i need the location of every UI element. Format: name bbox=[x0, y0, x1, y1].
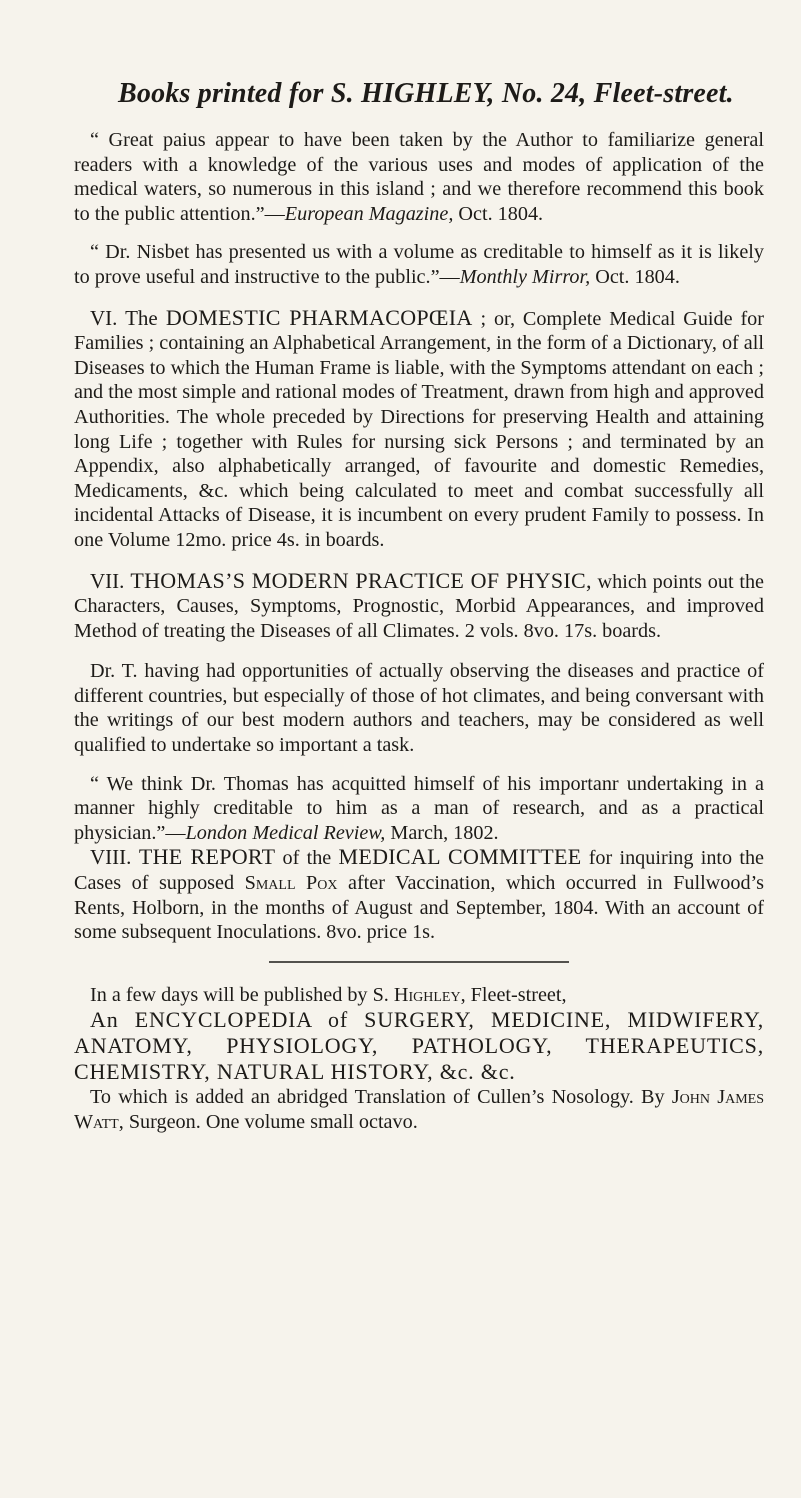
entry-number: VIII. bbox=[90, 845, 139, 870]
announcement-title: An ENCYCLOPEDIA of SURGERY, MEDICINE, MIDWIFERY, ANATOMY, PHYSIOLOGY, PATHOLOGY, THERAPEUTICS, CHEMISTRY, NATURAL HISTORY, &c. &c. bbox=[74, 1007, 764, 1085]
entry-small-caps: Small Pox bbox=[244, 872, 338, 895]
entry-description: ; or, Complete Medical Guide for Families ; containing an Alphabetical Arrangement, in the form of a Dictionary, of all Diseases to which the Human Frame is liable, with the Symptoms attendant on each ; and the most simple and rational modes of Treatment, drawn from high and approved Authorities. The whole preceded by Directions for preserving Health and attaining long Life ; together with Rules for nursing sick Persons ; and terminated by an Appendix, also alphabetically arranged, of favourite and domestic Remedies, Medicaments, &c. which being calculated to meet and combat successfully all incidental Attacks of Disease, it is incumbent on every prudent Family to possess. In one Volume 12mo. price 4s. in boards. bbox=[74, 307, 764, 551]
header-address: , No. 24, Fleet-street. bbox=[487, 78, 734, 109]
entry-description: for inquiring into the Cases of supposed bbox=[74, 847, 765, 895]
entry-title: THOMAS’S MODERN PRACTICE OF PHYSIC, bbox=[130, 567, 592, 593]
book-entry-medical-committee-report bbox=[74, 845, 764, 944]
announcement-description bbox=[74, 1085, 764, 1134]
entry-number: VI. The bbox=[90, 305, 166, 330]
review-date: Oct. 1804. bbox=[590, 265, 680, 288]
publisher-name: Highley bbox=[393, 983, 461, 1006]
review-date: March, 1802. bbox=[385, 821, 499, 844]
announcement-lead-text-2: , Fleet-street, bbox=[460, 983, 567, 1006]
entry-note: Dr. T. having had opportunities of actually observing the diseases and practice of different countries, but especially of those of hot climates, and being conversant with the writings of our best modern authors and teachers, may be considered as well qualified to undertake so important a task. bbox=[74, 660, 764, 757]
page-header bbox=[118, 78, 758, 110]
entry-number: VII. bbox=[90, 568, 131, 593]
announcement-lead-text: In a few days will be published by S. bbox=[90, 983, 394, 1006]
entry-title: DOMESTIC PHARMACOPŒIA bbox=[165, 304, 473, 330]
section-divider bbox=[269, 961, 569, 963]
review-text: “ Great paius appear to have been taken by the Author to familiarize general readers with a knowledge of the various uses and modes of application of the medical waters, so numerous in this island ; and we therefore recommend this book to the public attention.”— bbox=[74, 129, 764, 225]
review-london-medical-review bbox=[74, 772, 764, 846]
entry-title: THE REPORT bbox=[138, 844, 276, 870]
review-source: European Magazine, bbox=[284, 202, 454, 225]
review-date: Oct. 1804. bbox=[453, 202, 544, 225]
announcement-text: To which is added an abridged Translation of Cullen’s Nosology. By bbox=[90, 1086, 672, 1109]
announcement-text-2: , Surgeon. One volume small octavo. bbox=[118, 1111, 418, 1133]
entry-title-2: MEDICAL COMMITTEE bbox=[338, 844, 582, 870]
review-source: Monthly Mirror, bbox=[459, 265, 591, 288]
entry-description: which points out the Characters, Causes, Symptoms, Prognostic, Morbid Appearances, and improved Method of treating the Diseases of all Climates. 2 vols. 8vo. 17s. boards. bbox=[74, 570, 764, 642]
author-name: John James Watt bbox=[74, 1086, 764, 1133]
book-entry-modern-practice-of-physic bbox=[74, 569, 764, 644]
review-text: “ Dr. Nisbet has presented us with a volume as creditable to himself as it is likely to prove useful and instructive to the public.”— bbox=[74, 241, 764, 288]
review-text: “ We think Dr. Thomas has acquitted himself of his importanr undertaking in a manner highly creditable to him as a man of research, and as a practical physician.”— bbox=[74, 772, 764, 844]
announcement-lead bbox=[74, 983, 764, 1008]
book-entry-domestic-pharmacopoeia bbox=[74, 306, 764, 553]
entry-description-2: after Vaccination, which occurred in Fullwood’s Rents, Holborn, in the months of August and September, 1804. With an account of some subsequent Inoculations. 8vo. price 1s. bbox=[74, 872, 765, 944]
header-title: Books printed for S. HIGHLEY bbox=[118, 78, 488, 109]
review-source: London Medical Review, bbox=[185, 821, 386, 844]
review-european-magazine bbox=[74, 128, 764, 226]
entry-connector: of the bbox=[275, 847, 339, 870]
review-monthly-mirror bbox=[74, 240, 764, 289]
page-body bbox=[74, 128, 764, 1135]
